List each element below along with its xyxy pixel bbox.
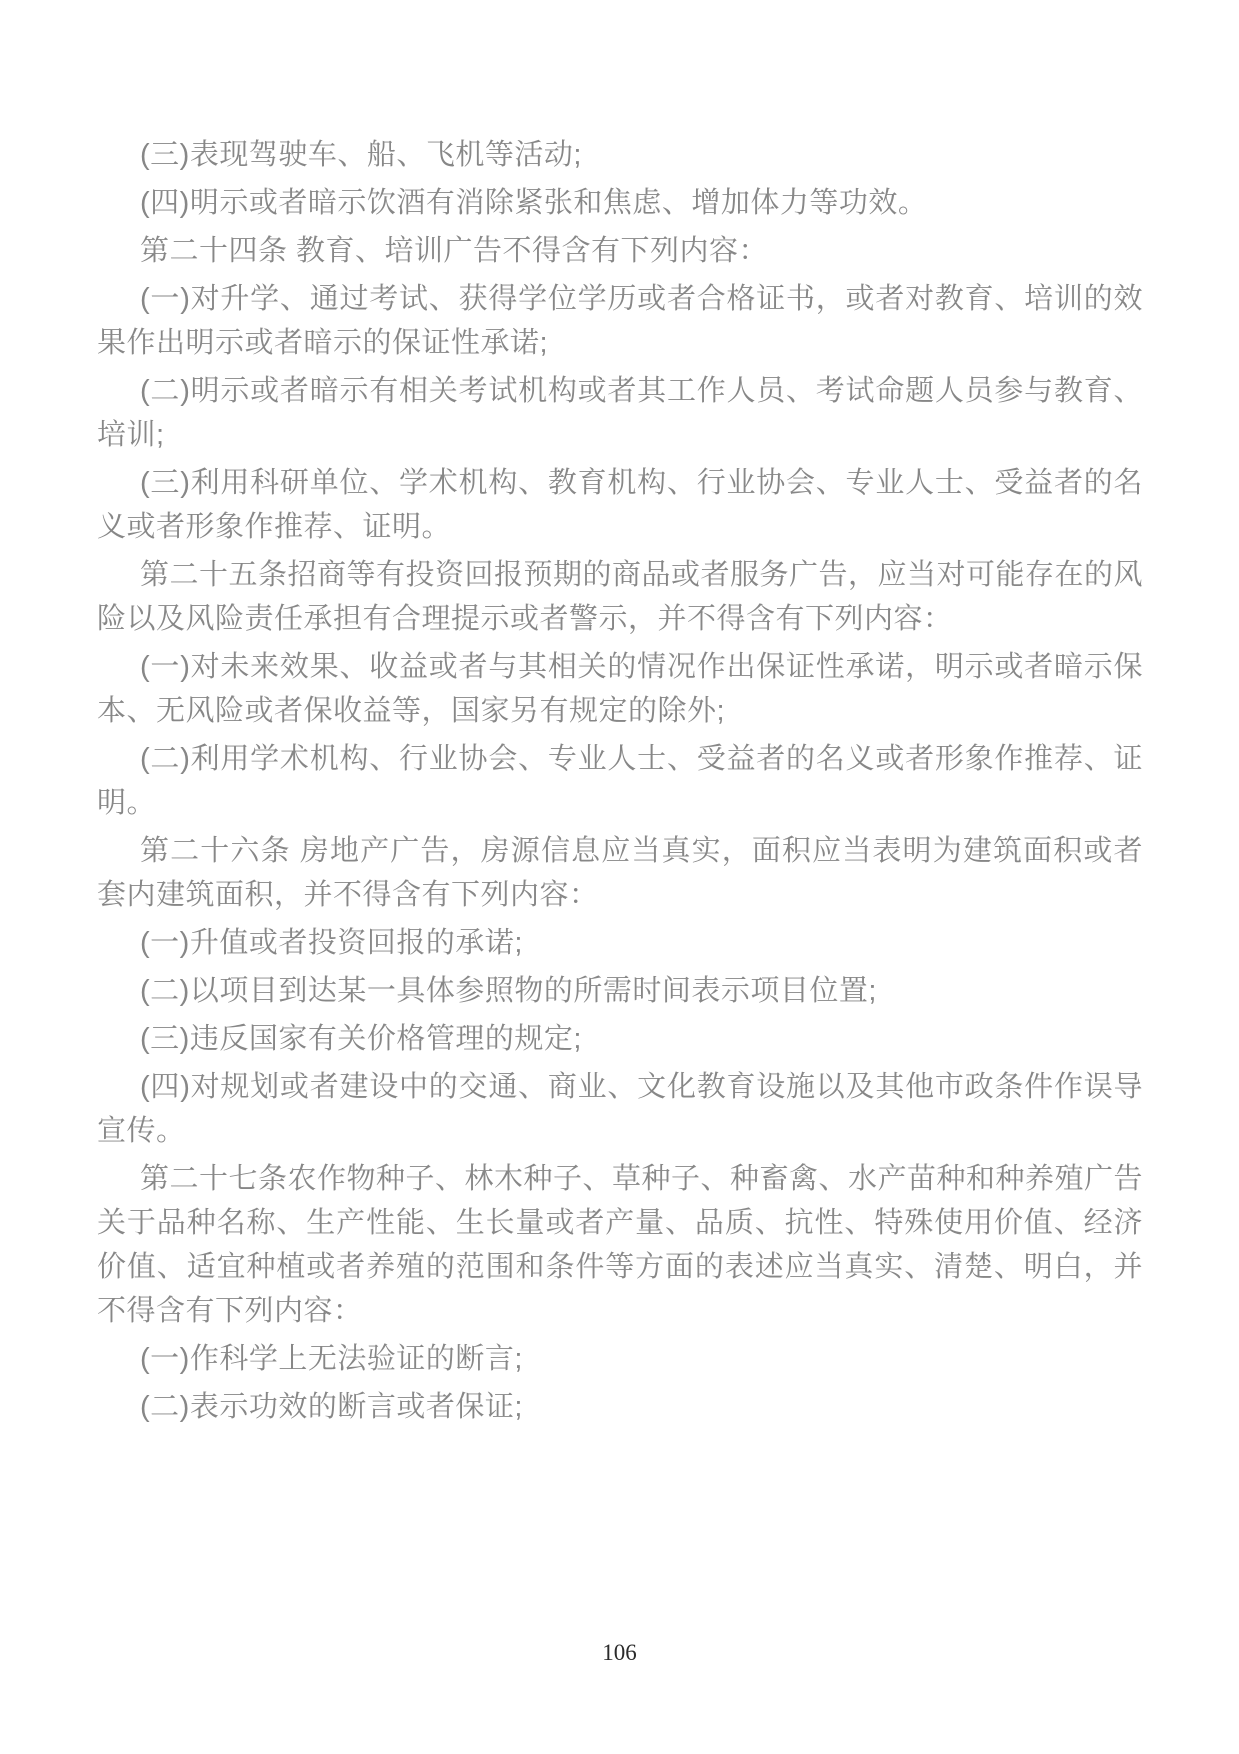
paragraph: (四)对规划或者建设中的交通、商业、文化教育设施以及其他市政条件作误导宣传。 <box>97 1071 1143 1147</box>
paragraph: (二)以项目到达某一具体参照物的所需时间表示项目位置; <box>140 975 877 1007</box>
paragraph: (二)表示功效的断言或者保证; <box>140 1391 523 1423</box>
paragraph: (四)明示或者暗示饮酒有消除紧张和焦虑、增加体力等功效。 <box>140 187 928 219</box>
paragraph: (二)明示或者暗示有相关考试机构或者其工作人员、考试命题人员参与教育、培训; <box>97 375 1143 451</box>
paragraph: (三)表现驾驶车、船、飞机等活动; <box>140 139 582 171</box>
paragraph: (三)违反国家有关价格管理的规定; <box>140 1023 582 1055</box>
paragraph: 第二十五条招商等有投资回报预期的商品或者服务广告，应当对可能存在的风险以及风险责任承担有合理提示或者警示，并不得含有下列内容： <box>97 559 1144 635</box>
paragraph: (二)利用学术机构、行业协会、专业人士、受益者的名义或者形象作推荐、证明。 <box>97 743 1143 819</box>
paragraph: (一)作科学上无法验证的断言; <box>140 1343 523 1375</box>
paragraph: 第二十四条 教育、培训广告不得含有下列内容： <box>140 235 769 267</box>
page-number: 106 <box>602 1640 637 1665</box>
paragraph: (一)对未来效果、收益或者与其相关的情况作出保证性承诺，明示或者暗示保本、无风险或者保收益等，国家另有规定的除外; <box>97 651 1143 727</box>
paragraph: 第二十七条农作物种子、林木种子、草种子、种畜禽、水产苗种和种养殖广告关于品种名称、生产性能、生长量或者产量、品质、抗性、特殊使用价值、经济价值、适宜种植或者养殖的范围和条件等方面的表述应当真实、清楚、明白，并不得含有下列内容： <box>97 1163 1144 1327</box>
paragraph: 第二十六条 房地产广告，房源信息应当真实，面积应当表明为建筑面积或者套内建筑面积，并不得含有下列内容： <box>97 835 1143 911</box>
paragraph: (三)利用科研单位、学术机构、教育机构、行业协会、专业人士、受益者的名义或者形象作推荐、证明。 <box>97 467 1143 543</box>
paragraph: (一)升值或者投资回报的承诺; <box>140 927 523 959</box>
document-body <box>97 133 1143 1433</box>
paragraph: (一)对升学、通过考试、获得学位学历或者合格证书，或者对教育、培训的效果作出明示或者暗示的保证性承诺; <box>97 283 1143 359</box>
